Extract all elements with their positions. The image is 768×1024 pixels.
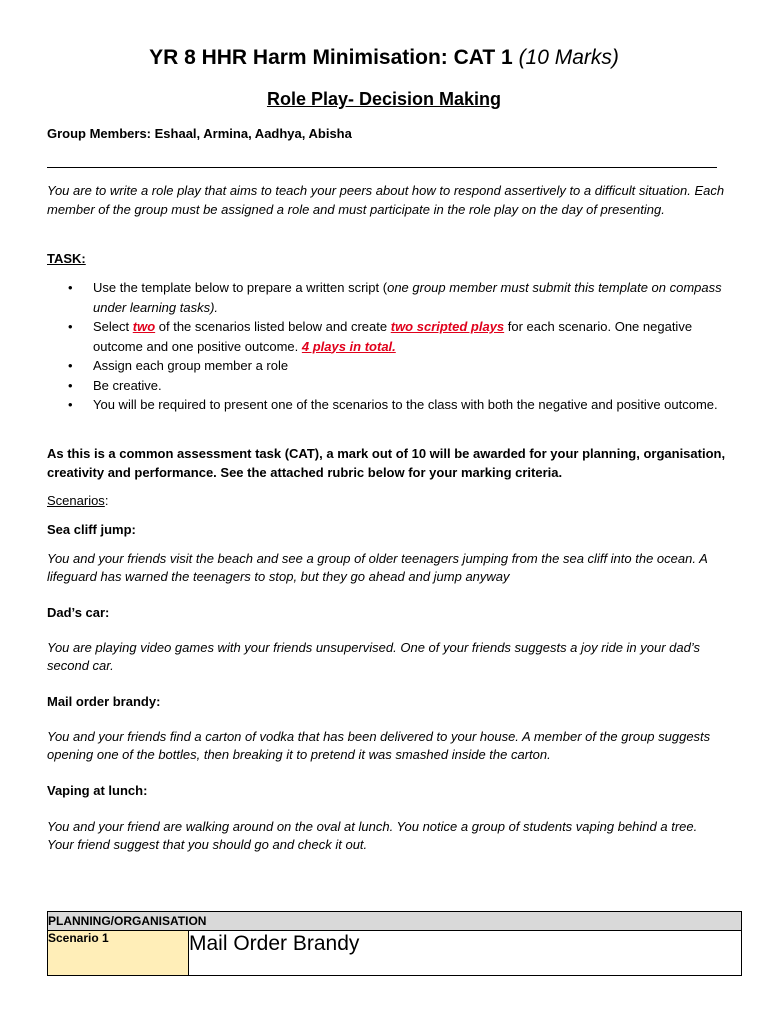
task-heading: TASK: xyxy=(47,251,86,266)
group-members: Group Members: Eshaal, Armina, Aadhya, Abisha xyxy=(47,126,352,141)
divider-line xyxy=(47,167,717,168)
scenario-title: Vaping at lunch: xyxy=(47,783,148,798)
task-text: Use the template below to prepare a written script ( xyxy=(93,280,388,295)
list-item xyxy=(47,376,727,396)
task-text: for each scenario. One negative outcome and one positive outcome. xyxy=(93,319,693,354)
scenarios-heading xyxy=(47,492,108,510)
task-text: Select xyxy=(93,319,133,334)
scenario-description: You and your friends visit the beach and see a group of older teenagers jumping from the sea cliff into the ocean. A lifeguard has warned the teenagers to stop, but they go ahead and jump anyway xyxy=(47,551,708,584)
planning-table xyxy=(47,911,742,976)
planning-header: PLANNING/ORGANISATION xyxy=(48,912,742,931)
task-text: one group member must submit this template on compass under learning tasks). xyxy=(93,280,722,315)
bullet-icon: • xyxy=(68,280,73,295)
title-marks: (10 Marks) xyxy=(518,46,619,69)
scenario-description: You are playing video games with your friends unsupervised. One of your friends suggests a joy ride in your dad’s second car. xyxy=(47,640,701,673)
document-subtitle: Role Play- Decision Making xyxy=(266,89,502,109)
scenario-title: Sea cliff jump: xyxy=(47,522,136,537)
bullet-icon: • xyxy=(68,397,73,412)
table-row xyxy=(48,931,742,976)
task-emphasis: two xyxy=(132,319,156,334)
bullet-icon: • xyxy=(68,319,73,334)
scenarios-heading-text: Scenarios xyxy=(47,493,105,508)
cat-note: As this is a common assessment task (CAT), a mark out of 10 will be awarded for your planning, organisation, creativity and performance. See the attached rubric below for your marking criteria. xyxy=(47,446,726,480)
scenario-description: You and your friend are walking around on the oval at lunch. You notice a group of students vaping behind a tree. Your friend suggest that you should go and check it out. xyxy=(47,819,698,852)
task-emphasis: 4 plays in total. xyxy=(301,338,396,354)
scenario-title: Dad’s car: xyxy=(47,605,110,620)
task-text: You will be required to present one of the scenarios to the class with both the negative and positive outcome. xyxy=(93,397,718,412)
scenario-label-cell: Scenario 1 xyxy=(48,931,189,976)
task-list xyxy=(47,278,727,415)
bullet-icon: • xyxy=(68,358,73,373)
scenario-title: Mail order brandy: xyxy=(47,694,161,709)
intro-paragraph: You are to write a role play that aims to teach your peers about how to respond assertively to a difficult situation. Each member of the group must be assigned a role and must participate in the role play on the day of presenting. xyxy=(47,183,725,217)
list-item xyxy=(47,317,727,356)
task-text: Be creative. xyxy=(93,377,162,393)
list-item xyxy=(47,395,727,415)
bullet-icon: • xyxy=(68,377,73,393)
task-text: Assign each group member a role xyxy=(93,358,289,373)
document-title xyxy=(0,44,768,72)
list-item xyxy=(47,356,727,376)
task-text: of the scenarios listed below and create xyxy=(155,319,391,334)
scenarios-heading-colon: : xyxy=(104,493,109,508)
scenario-value-cell: Mail Order Brandy xyxy=(189,931,742,976)
list-item xyxy=(47,278,727,317)
task-emphasis: two scripted plays xyxy=(390,319,505,334)
title-main: YR 8 HHR Harm Minimisation: CAT 1 xyxy=(149,46,513,69)
table-row xyxy=(48,912,742,931)
scenario-description: You and your friends find a carton of vodka that has been delivered to your house. A member of the group suggests opening one of the bottles, then breaking it to pretend it was smashed inside the carton. xyxy=(47,729,711,762)
